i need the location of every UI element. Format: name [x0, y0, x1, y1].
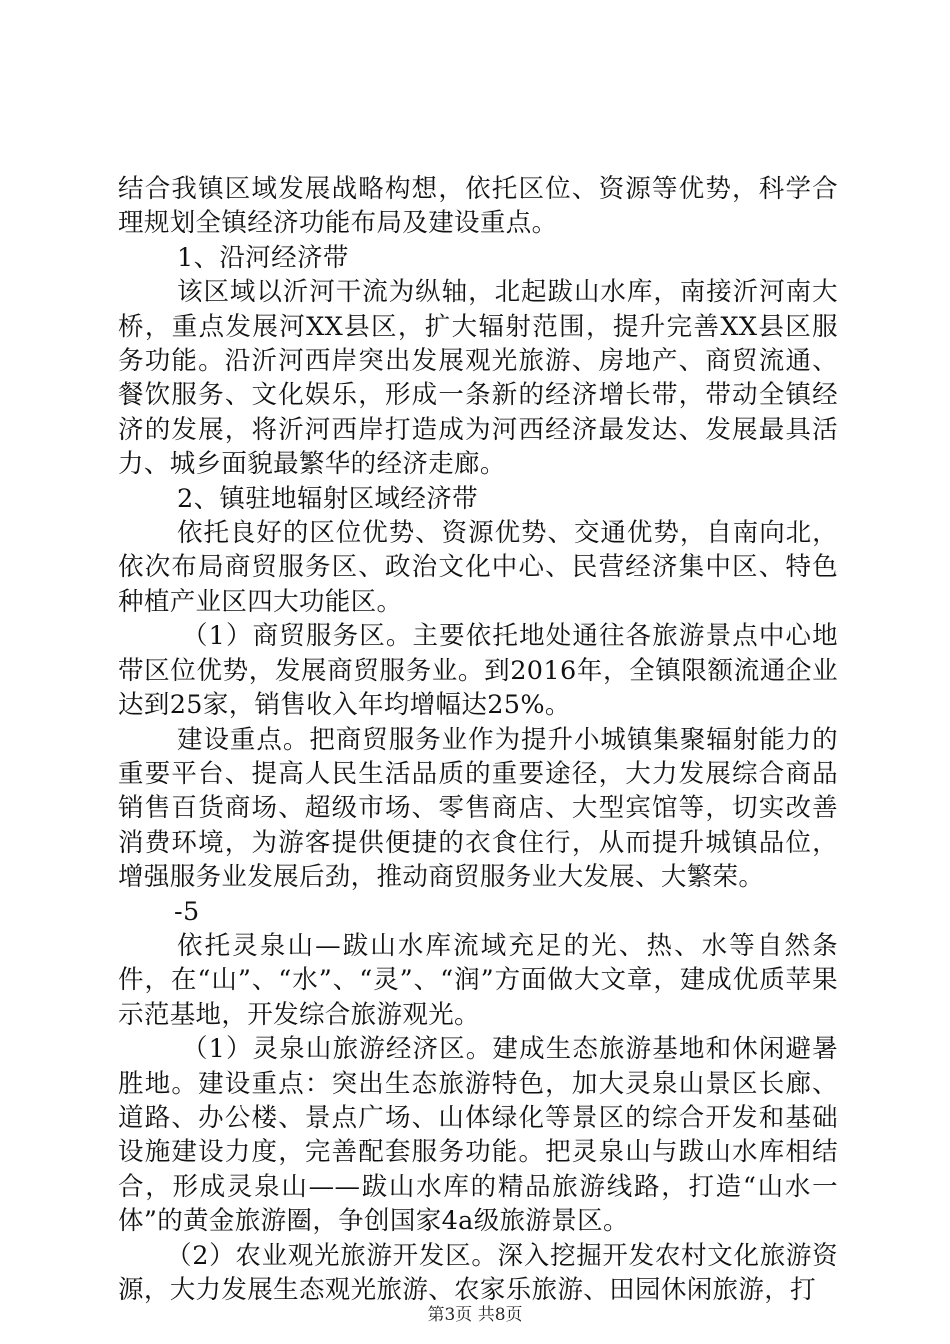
page-number-footer: 第3页 共8页: [427, 1305, 523, 1325]
paragraph-intro: 结合我镇区域发展战略构想，依托区位、资源等优势，科学合理规划全镇经济功能布局及建设重点。: [118, 174, 838, 239]
paragraph-commerce-zone: （1）商贸服务区。主要依托地处通往各旅游景点中心地带区位优势，发展商贸服务业。到2016年，全镇限额流通企业达到25家，销售收入年均增幅达25%。: [118, 621, 838, 721]
paragraph-lingquan-tourism-zone: （1）灵泉山旅游经济区。建成生态旅游基地和休闲避暑胜地。建设重点：突出生态旅游特色，加大灵泉山景区长廊、道路、办公楼、景点广场、山体绿化等景区的综合开发和基础设施建设力度，完善配套服务功能。把灵泉山与跋山水库相结合，形成灵泉山——跋山水库的精品旅游线路，打造“山水一体”的黄金旅游圈，争创国家4a级旅游景区。: [118, 1034, 838, 1237]
paragraph-town-layout: 依托良好的区位优势、资源优势、交通优势，自南向北，依次布局商贸服务区、政治文化中心、民营经济集中区、特色种植产业区四大功能区。: [118, 518, 838, 617]
paragraph-construction-focus: 建设重点。把商贸服务业作为提升小城镇集聚辐射能力的重要平台、提高人民生活品质的重要途径，大力发展综合商品销售百货商场、超级市场、零售商店、大型宾馆等，切实改善消费环境，为游客提供便捷的衣食住行，从而提升城镇品位，增强服务业发展后劲，推动商贸服务业大发展、大繁荣。: [118, 724, 838, 893]
heading-riverside-economic-belt: 1、沿河经济带: [177, 242, 349, 273]
paragraph-agri-tourism-zone: （2）农业观光旅游开发区。深入挖掘开发农村文化旅游资源，大力发展生态观光旅游、农家乐旅游、田园休闲旅游，打: [118, 1240, 838, 1305]
page-fragment-marker: -5: [174, 896, 200, 927]
heading-town-radiation-belt: 2、镇驻地辐射区域经济带: [177, 483, 478, 514]
paragraph-lingquan-basin: 依托灵泉山—跋山水库流域充足的光、热、水等自然条件，在“山”、“水”、“灵”、“润”方面做大文章，建成优质苹果示范基地，开发综合旅游观光。: [118, 930, 838, 1030]
document-body: [118, 172, 838, 1307]
paragraph-riverside-belt: 该区域以沂河干流为纵轴，北起跋山水库，南接沂河南大桥，重点发展河XX县区，扩大辐射范围，提升完善XX县区服务功能。沿沂河西岸突出发展观光旅游、房地产、商贸流通、餐饮服务、文化娱乐，形成一条新的经济增长带，带动全镇经济的发展，将沂河西岸打造成为河西经济最发达、发展最具活力、城乡面貌最繁华的经济走廊。: [118, 277, 838, 480]
